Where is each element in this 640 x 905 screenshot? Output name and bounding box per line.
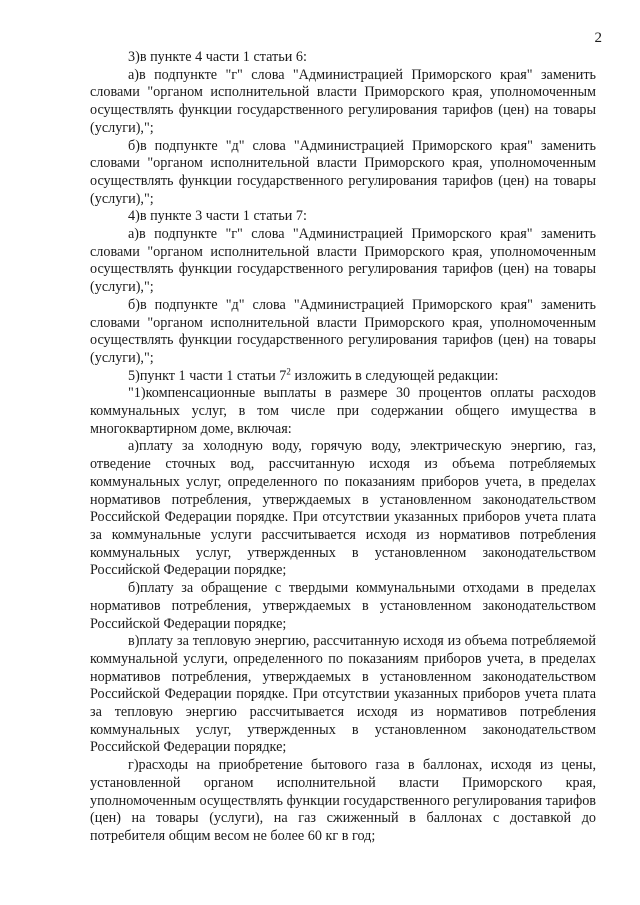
document-body: [90, 49, 596, 846]
paragraph-3b: б)в подпункте "д" слова "Администрацией Приморского края" заменить словами "органом исполнительной власти Приморского края, уполномоченным осуществлять функции государственного регулирования тарифов (цен) на товары (услуги),";: [90, 137, 596, 207]
paragraph-3a: а)в подпункте "г" слова "Администрацией Приморского края" заменить словами "органом исполнительной власти Приморского края, уполномоченным осуществлять функции государственного регулирования тарифов (цен) на товары (услуги),";: [90, 66, 596, 136]
paragraph-5-tail: изложить в следующей редакции:: [290, 367, 499, 384]
paragraph-5-1a: а)плату за холодную воду, горячую воду, электрическую энергию, газ, отведение сточных вод, рассчитанную исходя из объема потребляемых коммунальных услуг, определенного по показаниям приборов учета, в пределах нормативов потребления, утверждаемых в установленном законодательством Российской Федерации порядке. При отсутствии указанных приборов учета плата за коммунальные услуги рассчитывается исходя из нормативов потребления коммунальных услуг, утвержденных в установленном законодательством Российской Федерации порядке;: [90, 438, 596, 579]
paragraph-5-1v: в)плату за тепловую энергию, рассчитанную исходя из объема потребляемой коммунальной услуги, определенного по показаниям приборов учета, в пределах нормативов потребления, утверждаемых в установленном законодательством Российской Федерации порядке. При отсутствии указанных приборов учета плата за тепловую энергию рассчитывается исходя из нормативов потребления коммунальных услуг, утвержденных в установленном законодательством Российской Федерации порядке;: [90, 633, 596, 756]
page-number: 2: [594, 30, 602, 46]
paragraph-4: 4)в пункте 3 части 1 статьи 7:: [128, 208, 307, 225]
paragraph-3: 3)в пункте 4 части 1 статьи 6:: [128, 49, 307, 65]
paragraph-5: [90, 365, 596, 386]
paragraph-5-1g: г)расходы на приобретение бытового газа в баллонах, исходя из цены, установленной органом исполнительной власти Приморского края, уполномоченным осуществлять функции государственного регулирования тарифов (цен) на товары (услуги), на газ сжиженный в баллонах с доставкой до потребителя общим весом не более 60 кг в год;: [90, 757, 596, 844]
paragraph-4b: б)в подпункте "д" слова "Администрацией Приморского края" заменить словами "органом исполнительной власти Приморского края, уполномоченным осуществлять функции государственного регулирования тарифов (цен) на товары (услуги),";: [90, 296, 596, 366]
paragraph-5-text: 5)пункт 1 части 1 статьи 7: [128, 367, 287, 384]
paragraph-5-1: "1)компенсационные выплаты в размере 30 процентов оплаты расходов коммунальных услуг, в том числе при содержании общего имущества в многоквартирном доме, включая:: [90, 385, 596, 437]
article-superscript: 2: [286, 365, 291, 376]
paragraph-4a: а)в подпункте "г" слова "Администрацией Приморского края" заменить словами "органом исполнительной власти Приморского края, уполномоченным осуществлять функции государственного регулирования тарифов (цен) на товары (услуги),";: [90, 226, 596, 296]
paragraph-5-1b: б)плату за обращение с твердыми коммунальными отходами в пределах нормативов потребления, утверждаемых в установленном законодательством Российской Федерации порядке;: [90, 580, 596, 632]
